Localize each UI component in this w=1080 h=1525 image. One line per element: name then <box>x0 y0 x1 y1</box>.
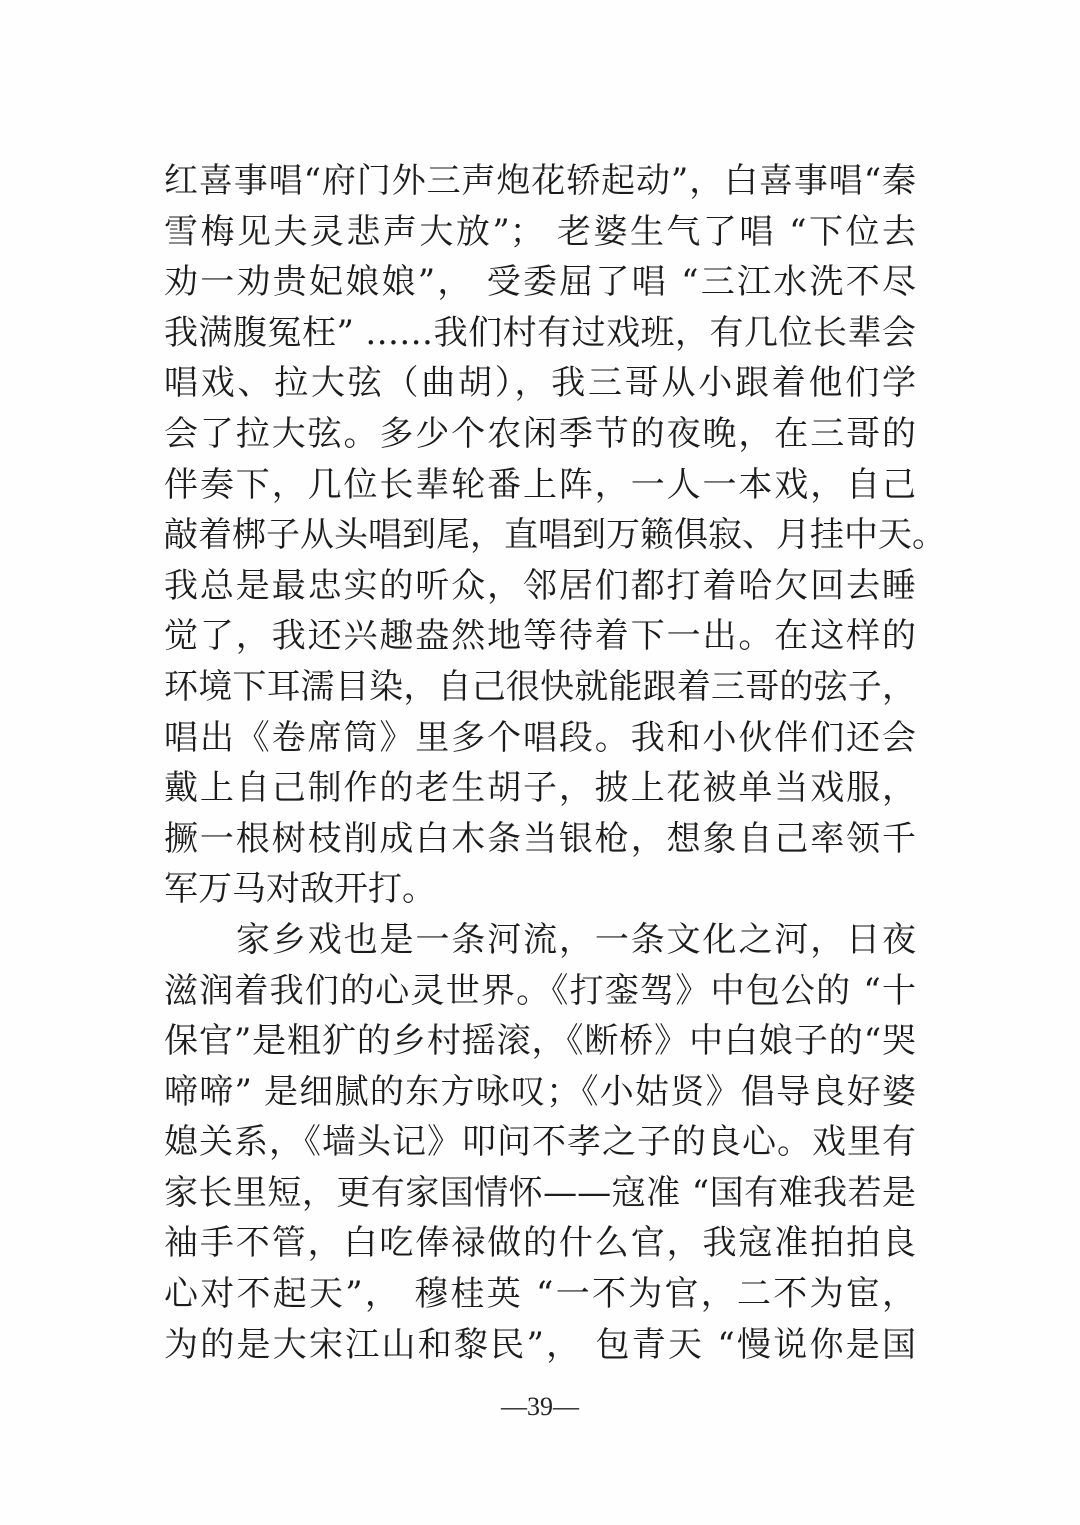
text-line: 啼啼” 是细腻的东方咏叹；《小姑贤》倡导良好婆 <box>164 1071 916 1112</box>
text-line: 为的是大宋江山和黎民”， 包青天 “慢说你是国 <box>164 1324 916 1365</box>
text-line: 家长里短，更有家国情怀——寇准 “国有难我若是 <box>164 1172 916 1213</box>
text-line: 撅一根树枝削成白木条当银枪，想象自己率领千 <box>164 818 916 859</box>
text-line: 袖手不管，白吃俸禄做的什么官，我寇准拍拍良 <box>164 1223 916 1264</box>
page-number: —39— <box>501 1392 579 1421</box>
text-line: 心对不起天”， 穆桂英 “一不为官，二不为宦， <box>164 1274 916 1315</box>
text-line: 我总是最忠实的听众，邻居们都打着哈欠回去睡 <box>164 565 916 606</box>
text-line: 会了拉大弦。多少个农闲季节的夜晚，在三哥的 <box>164 413 916 454</box>
text-line: 滋润着我们的心灵世界。《打銮驾》中包公的 “十 <box>164 970 916 1011</box>
text-line: 军万马对敌开打。 <box>164 869 436 910</box>
text-line: 红喜事唱“府门外三声炮花轿起动”，白喜事唱“秦 <box>164 161 916 201</box>
text-line: 觉了，我还兴趣盎然地等待着下一出。在这样的 <box>164 616 916 657</box>
text-line: 唱出《卷席筒》里多个唱段。我和小伙伴们还会 <box>164 717 916 758</box>
text-line: 戴上自己制作的老生胡子，披上花被单当戏服， <box>164 768 916 809</box>
text-line: 伴奏下，几位长辈轮番上阵，一人一本戏，自己 <box>164 464 916 505</box>
body-text <box>164 156 946 1370</box>
text-line: 保官”是粗犷的乡村摇滚，《断桥》中白娘子的“哭 <box>164 1021 916 1062</box>
text-line: 雪梅见夫灵悲声大放”； 老婆生气了唱 “下位去 <box>164 211 916 252</box>
text-line: 环境下耳濡目染，自己很快就能跟着三哥的弦子， <box>164 666 916 707</box>
text-line: 唱戏、拉大弦（曲胡），我三哥从小跟着他们学 <box>164 363 916 404</box>
text-line: 家乡戏也是一条河流，一条文化之河，日夜 <box>236 919 916 960</box>
text-line: 敲着梆子从头唱到尾，直唱到万籁俱寂、月挂中天。 <box>164 515 946 556</box>
text-line: 我满腹冤枉” ……我们村有过戏班，有几位长辈会 <box>164 312 916 353</box>
text-line: 媳关系，《墙头记》叩问不孝之子的良心。戏里有 <box>164 1122 916 1163</box>
text-line: 劝一劝贵妃娘娘”， 受委屈了唱 “三江水洗不尽 <box>164 262 916 303</box>
